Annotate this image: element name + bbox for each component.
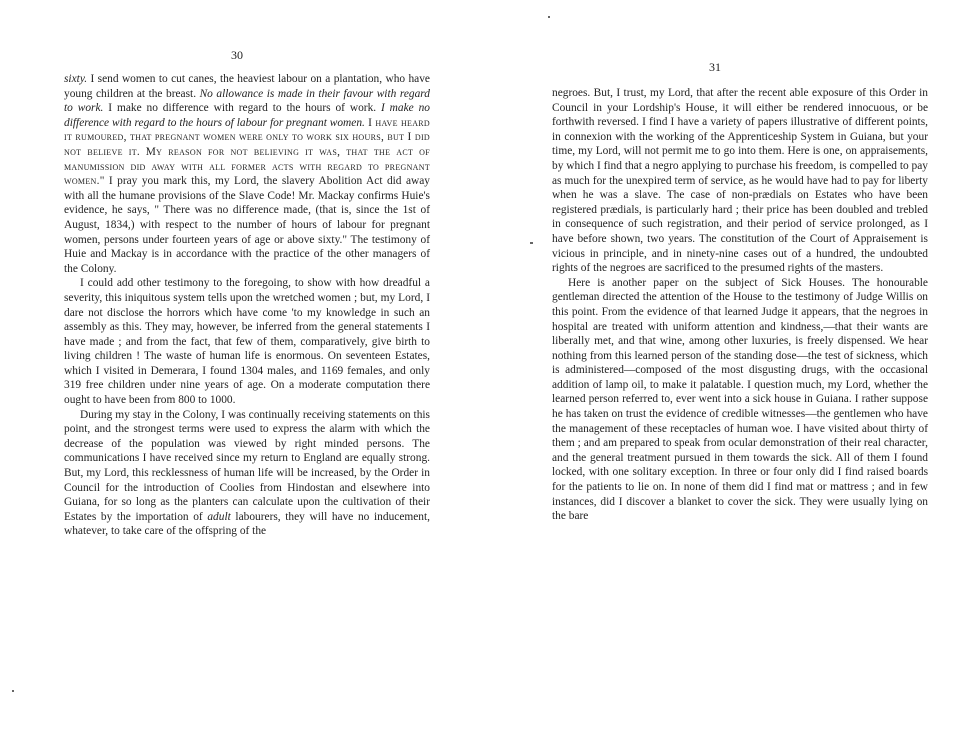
text-run: I make no difference with regard to the hours of work. [103, 102, 381, 115]
paragraph [64, 408, 430, 539]
paragraph [552, 86, 928, 276]
right-page [490, 0, 980, 729]
italic-text: No allowance is made in their favour with regard to work. [64, 87, 431, 115]
text-run: " I pray you mark this, my Lord, the slavery Abolition Act did away with all the humane provisions of the Slave Code! Mr. Mackay confirms Huie's evidence, he says, " There was no difference made, (that is, since the 1st of August, 1834,) with respect to the number of hours of labour for pregnant women, persons under fourteen years of age or above sixty." The testimony of Huie and Mackay is in accordance with the practice of the other managers of the Colony. [64, 175, 430, 275]
page-number-left: 30 [231, 48, 243, 62]
small-caps-text: My reason for not believing it was, that the act of manumission did away with all former acts with regard to pregnant women. [64, 145, 431, 188]
italic-text: sixty. [64, 73, 88, 85]
italic-text: adult [207, 510, 231, 523]
scan-speck [12, 690, 14, 692]
right-page-text [552, 86, 928, 524]
page-number-right: 31 [709, 60, 721, 74]
text-run: labourers, they will have no inducement, whatever, to take care of the offspring of the [64, 510, 430, 538]
left-page-text [64, 72, 430, 539]
text-run: negroes. But, I trust, my Lord, that after the recent able exposure of this Order in Council in your Lordship's House, it will either be rendered innocuous, or be forthwith reversed. I find I have a variety of papers illustrative of different points, in connexion with the working of the Apprenticeship System in Guiana, but your time, my Lord, will not permit me to go into them. Here is one, on appraisements, by which I find that a negro applying to purchase his freedom, is compelled to pay as much for the unexpired term of service, as he would have had to pay for liberty when he was a slave. The case of non-prædials on Estates who have been registered prædials, is particularly hard ; their price has been doubled and trebled in consequence of such registration, and their period of service prolonged, as I have before shown, two years. The constitution of the Court of Appraisement is vicious in principle, and in ninety-nine cases out of a hundred, the undoubted rights of the negroes are sacrificed to the presumed rights of the masters. [552, 87, 928, 275]
text-run: Here is another paper on the subject of Sick Houses. The honourable gentleman directed the attention of the House to the testimony of Judge Willis on this point. From the evidence of that learned Judge it appears, that the negroes in hospital are treated with uniform attention and kindness,—that their wants are liberally met, and that wine, among other luxuries, is freely dispensed. We hear nothing from this learned person of the standing dose—the test of sickness, which is administered—composed of the most disgusting drugs, with the occasional addition of lamp oil, to make it palatable. I question much, my Lord, whether the learned person referred to, ever went into a sick house in Guiana. I rather suppose he has taken on trust the evidence of credible witnesses—the gentlemen who have the management of these receptacles of human woe. I have visited about thirty of them ; and am prepared to speak from ocular demonstration of their real character, and the general treatment pursued in them towards the sick. All of them I found locked, with one solitary exception. In three or four only did I find raised boards for the patients to lie on. In none of them did I find mat or mattress ; and in few instances, did I discover a blanket to cover the sick. They were usually lying on the bare [552, 276, 928, 523]
scan-speck [548, 16, 550, 18]
text-run: I could add other testimony to the foregoing, to show with how dreadful a severity, this iniquitous system tells upon the wretched women ; but, my Lord, I dare not disclose the horrors which have come 'to my knowledge in such an assembly as this. They may, however, be inferred from the general statements I have made ; and from the fact, that few of them, comparatively, give birth to living children ! The waste of human life is enormous. On seventeen Estates, which I visited in Demerara, I found 1304 males, and 1169 females, and only 319 free children under nine years of age. On a moderate computation there ought to have been from 800 to 1000. [64, 277, 430, 407]
scan-speck [530, 242, 533, 244]
paragraph [64, 276, 430, 407]
italic-text: I make no difference with regard to the hours of labour for pregnant women. [64, 102, 430, 129]
paragraph [552, 276, 928, 524]
small-caps-text: I have heard it rumoured, that pregnant women were only to work six hours, but I did not believe it. [64, 116, 430, 158]
text-run: During my stay in the Colony, I was continually receiving statements on this point, and the strongest terms were used to express the alarm with which the decrease of the population was viewed by right minded persons. The communications I have received since my return to England are equally strong. But, my Lord, this recklessness of human life will be increased, by the Order in Council for the introduction of Coolies from Hindostan and elsewhere into Guiana, for so long as the planters can calculate upon the cultivation of their Estates by the importation of [64, 408, 430, 523]
paragraph [64, 72, 430, 276]
text-run: I send women to cut canes, the heaviest labour on a plantation, who have young children at the breast. [64, 73, 430, 100]
